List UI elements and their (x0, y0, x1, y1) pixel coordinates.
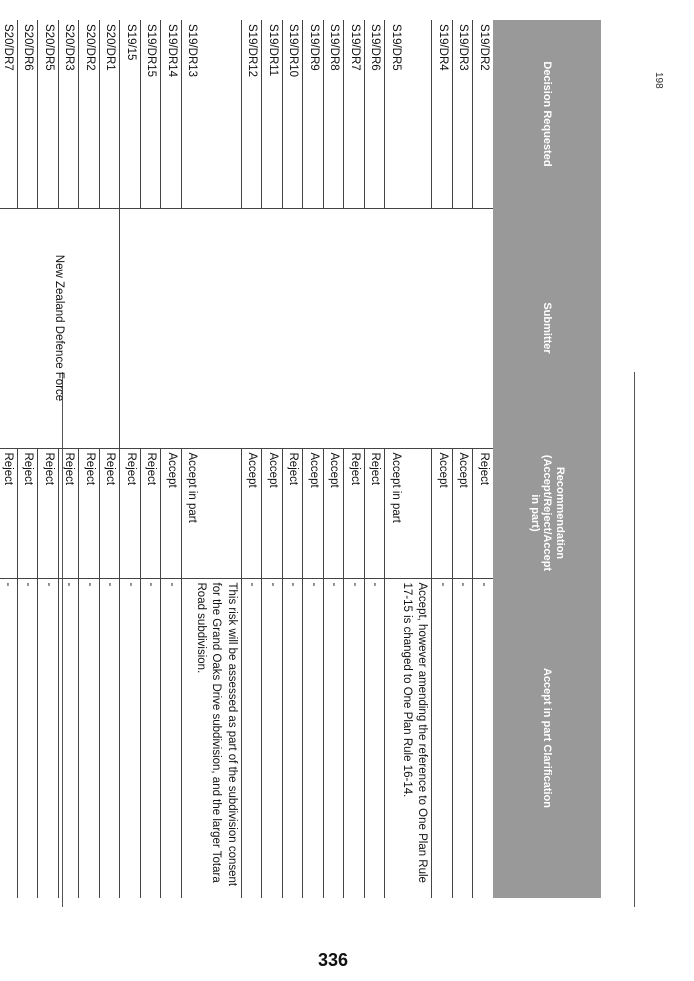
header-clarification: Accept in part Clarification (493, 578, 601, 898)
decision-cell: S19/DR7 (344, 20, 365, 208)
clarification-cell: - (99, 578, 120, 898)
table-row (99, 20, 120, 898)
decision-cell: S20/DR1 (99, 20, 120, 208)
rule-right (634, 372, 635, 907)
recommendation-cell: Accept (262, 448, 283, 578)
decision-cell: S19/DR9 (303, 20, 324, 208)
decision-cell: S20/DR5 (38, 20, 59, 208)
decision-cell: S19/DR11 (262, 20, 283, 208)
recommendation-cell: Reject (38, 448, 59, 578)
clarification-cell: - (303, 578, 324, 898)
decision-cell: S19/DR12 (241, 20, 262, 208)
clarification-cell: - (17, 578, 38, 898)
table-row (120, 20, 141, 898)
recommendation-cell: Reject (364, 448, 385, 578)
recommendation-cell: Reject (79, 448, 100, 578)
recommendation-cell: Accept (303, 448, 324, 578)
clarification-cell: - (344, 578, 365, 898)
recommendation-cell: Accept (452, 448, 473, 578)
recommendation-cell: Reject (282, 448, 303, 578)
clarification-cell: - (38, 578, 59, 898)
recommendation-cell: Reject (99, 448, 120, 578)
clarification-cell: - (262, 578, 283, 898)
recommendation-cell: Accept (323, 448, 344, 578)
clarification-cell: - (79, 578, 100, 898)
table-row (282, 20, 303, 898)
clarification-cell: - (58, 578, 79, 898)
table-header-row (493, 20, 601, 898)
recommendation-cell: Reject (17, 448, 38, 578)
clarification-cell: - (282, 578, 303, 898)
table-body-a (0, 20, 493, 898)
recommendation-cell: Accept in part (181, 448, 241, 578)
recommendation-cell: Reject (473, 448, 493, 578)
table-row (79, 20, 100, 898)
decision-cell: S19/DR10 (282, 20, 303, 208)
decision-cell: S20/DR7 (0, 20, 17, 208)
clarification-cell: - (0, 578, 17, 898)
clarification-cell: - (120, 578, 141, 898)
table-row (181, 20, 241, 898)
clarification-cell: - (364, 578, 385, 898)
page-number-small: 198 (653, 72, 664, 89)
decision-cell: S19/DR15 (140, 20, 161, 208)
recommendation-cell: Accept (241, 448, 262, 578)
table-row (262, 20, 283, 898)
recommendation-cell: Reject (0, 448, 17, 578)
table-row (432, 20, 453, 898)
table-row (364, 20, 385, 898)
clarification-cell: Accept, however amending the reference to One Plan Rule 17-15 is changed to One Plan Rule 16-14. (385, 578, 432, 898)
table-row (303, 20, 324, 898)
decision-cell: S19/DR5 (385, 20, 432, 208)
submissions-table (0, 20, 601, 898)
table-holder (1, 20, 601, 898)
table-row (38, 20, 59, 898)
table-row (140, 20, 161, 898)
clarification-cell: - (140, 578, 161, 898)
page-number-large: 336 (318, 950, 349, 970)
table-row (385, 20, 432, 898)
recommendation-cell: Accept in part (385, 448, 432, 578)
table-row (241, 20, 262, 898)
table-row (344, 20, 365, 898)
decision-cell: S19/DR6 (364, 20, 385, 208)
table-row (473, 20, 493, 898)
recommendation-cell: Reject (120, 448, 141, 578)
decision-cell: S19/DR4 (432, 20, 453, 208)
recommendation-cell: Accept (432, 448, 453, 578)
clarification-cell: This risk will be assessed as part of the subdivision consent for the Grand Oaks Drive subdivision, and the larger Totara Road subdivision. (181, 578, 241, 898)
table-row (452, 20, 473, 898)
decision-cell: S20/DR6 (17, 20, 38, 208)
decision-cell: S20/DR2 (79, 20, 100, 208)
recommendation-cell: Reject (140, 448, 161, 578)
header-decision: Decision Requested (493, 20, 601, 208)
table-row (0, 20, 17, 898)
decision-cell: S19/DR14 (161, 20, 182, 208)
recommendation-cell: Reject (344, 448, 365, 578)
table-row (161, 20, 182, 898)
clarification-cell: - (473, 578, 493, 898)
header-recommendation: Recommendation (Accept/Reject/Accept in part) (493, 448, 601, 578)
recommendation-cell: Accept (161, 448, 182, 578)
header-submitter: Submitter (493, 208, 601, 448)
clarification-cell: - (161, 578, 182, 898)
clarification-cell: - (452, 578, 473, 898)
decision-cell: S19/DR2 (473, 20, 493, 208)
submitter-cell: New Zealand Defence Force (0, 208, 120, 448)
decision-cell: S19/15 (120, 20, 141, 208)
decision-cell: S19/DR13 (181, 20, 241, 208)
table-row (323, 20, 344, 898)
table-row (58, 20, 79, 898)
clarification-cell: - (432, 578, 453, 898)
decision-cell: S20/DR3 (58, 20, 79, 208)
submitter-cell (120, 208, 493, 448)
table-row (17, 20, 38, 898)
clarification-cell: - (241, 578, 262, 898)
recommendation-cell: Reject (58, 448, 79, 578)
clarification-cell: - (323, 578, 344, 898)
decision-cell: S19/DR3 (452, 20, 473, 208)
decision-cell: S19/DR8 (323, 20, 344, 208)
